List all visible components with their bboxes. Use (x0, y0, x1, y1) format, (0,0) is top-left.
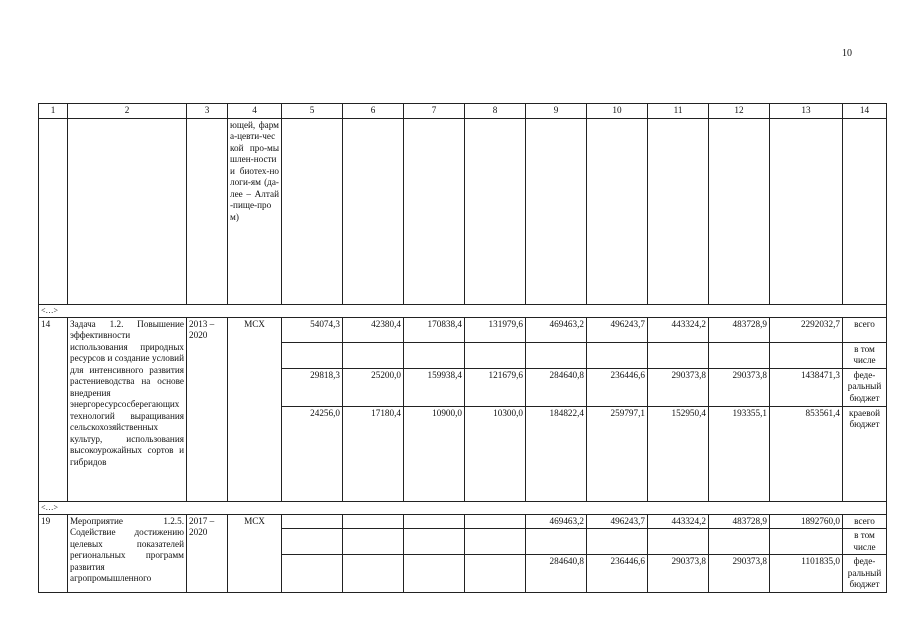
col-number: 9 (526, 104, 587, 119)
funding-source: в том числе (843, 529, 887, 555)
value-cell: 152950,4 (648, 406, 709, 501)
funding-source: краевой бюджет (843, 406, 887, 501)
value-cell: 170838,4 (404, 317, 465, 342)
col-number: 6 (343, 104, 404, 119)
value-cell: 10300,0 (465, 406, 526, 501)
value-cell: 853561,4 (770, 406, 843, 501)
value-cell: 290373,8 (709, 555, 770, 593)
row-number: 19 (39, 514, 68, 592)
value-cell (465, 555, 526, 593)
value-cell: 290373,8 (648, 555, 709, 593)
value-cell: 54074,3 (282, 317, 343, 342)
ellipsis-row (39, 501, 887, 514)
value-cell: 2292032,7 (770, 317, 843, 342)
value-cell: 236446,6 (587, 555, 648, 593)
value-cell: 10900,0 (404, 406, 465, 501)
row-number: 14 (39, 317, 68, 501)
value-cell: 121679,6 (465, 368, 526, 406)
value-cell: 259797,1 (587, 406, 648, 501)
col-number: 13 (770, 104, 843, 119)
value-cell: 290373,8 (648, 368, 709, 406)
ellipsis-marker: <…> (39, 304, 887, 317)
value-cell: 284640,8 (526, 368, 587, 406)
continuation-row (39, 118, 887, 304)
col-number: 8 (465, 104, 526, 119)
program-table (38, 103, 887, 593)
measure-row (39, 514, 887, 529)
funding-source: всего (843, 317, 887, 342)
page-number: 10 (842, 48, 852, 59)
col-number: 10 (587, 104, 648, 119)
value-cell: 184822,4 (526, 406, 587, 501)
value-cell: 42380,4 (343, 317, 404, 342)
value-cell: 236446,6 (587, 368, 648, 406)
col-number: 5 (282, 104, 343, 119)
col-number: 7 (404, 104, 465, 119)
value-cell: 131979,6 (465, 317, 526, 342)
value-cell: 24256,0 (282, 406, 343, 501)
task-period: 2013 – 2020 (187, 317, 228, 501)
value-cell: 443324,2 (648, 317, 709, 342)
value-cell: 1438471,3 (770, 368, 843, 406)
value-cell (404, 555, 465, 593)
value-cell: 25200,0 (343, 368, 404, 406)
value-cell: 193355,1 (709, 406, 770, 501)
measure-executor: МСХ (228, 514, 282, 592)
value-cell: 29818,3 (282, 368, 343, 406)
value-cell: 496243,7 (587, 317, 648, 342)
value-cell (282, 555, 343, 593)
measure-period: 2017 – 2020 (187, 514, 228, 592)
col-number: 4 (228, 104, 282, 119)
funding-source: феде-ральный бюджет (843, 368, 887, 406)
value-cell: 469463,2 (526, 514, 587, 529)
funding-source: феде-ральный бюджет (843, 555, 887, 593)
value-cell: 496243,7 (587, 514, 648, 529)
value-cell: 483728,9 (709, 317, 770, 342)
col-number: 3 (187, 104, 228, 119)
value-cell: 1892760,0 (770, 514, 843, 529)
ellipsis-marker: <…> (39, 501, 887, 514)
value-cell: 1101835,0 (770, 555, 843, 593)
value-cell: 443324,2 (648, 514, 709, 529)
task-row (39, 317, 887, 342)
value-cell (465, 514, 526, 529)
column-number-row (39, 104, 887, 119)
measure-name: Мероприятие 1.2.5. Содействие достижению целевых показателей региональных программ развития агропромышленного (68, 514, 187, 592)
col-number: 1 (39, 104, 68, 119)
col-number: 2 (68, 104, 187, 119)
col-number: 11 (648, 104, 709, 119)
value-cell: 483728,9 (709, 514, 770, 529)
value-cell: 159938,4 (404, 368, 465, 406)
col-number: 12 (709, 104, 770, 119)
task-executor: МСХ (228, 317, 282, 501)
col-number: 14 (843, 104, 887, 119)
value-cell: 469463,2 (526, 317, 587, 342)
value-cell: 284640,8 (526, 555, 587, 593)
value-cell (343, 514, 404, 529)
value-cell: 17180,4 (343, 406, 404, 501)
value-cell: 290373,8 (709, 368, 770, 406)
task-name: Задача 1.2. Повышение эффективности использования природных ресурсов и создание условий для интенсивного развития растениеводства на основе внедрения энергоресурсосберегающих технологий выращивания сельскохозяйственных культур, использования высокоурожайных сортов и гибридов (68, 317, 187, 501)
value-cell (404, 514, 465, 529)
funding-source: всего (843, 514, 887, 529)
executor-continuation: ющей, фарма-цевти-ческой про-мышлен-ности и биотех-нологи-ям (да-лее – Алтай-пище-пром) (228, 118, 282, 304)
ellipsis-row (39, 304, 887, 317)
value-cell (282, 514, 343, 529)
funding-source: в том числе (843, 342, 887, 368)
value-cell (343, 555, 404, 593)
